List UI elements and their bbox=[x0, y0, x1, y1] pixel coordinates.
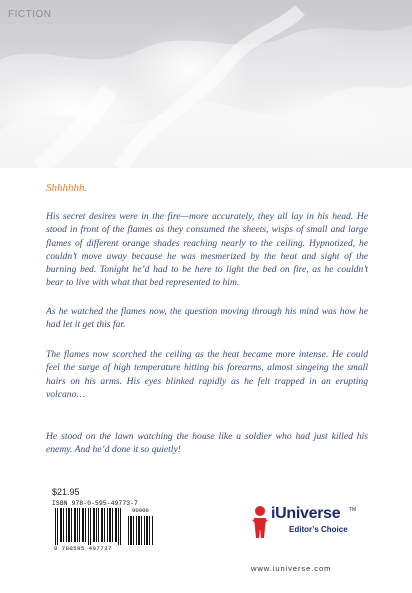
blurb-paragraph-1: His secret desires were in the fire—more accurately, they all lay in his head. He stood in front of the flames as they consumed the sheets, wisps of small and large flames of different orange shades reaching nearly to the ceiling. Hypnotized, he couldn’t move away because he was mesmerized by the heat and sight of the burning bed. Tonight he’d had to be here to light the bed on fire, as he couldn’t bear to live with what that bed represented to him. bbox=[46, 211, 368, 289]
blurb-paragraph-4: He stood on the lawn watching the house like a soldier who had just killed his enemy. And he’d done it so quietly! bbox=[46, 431, 368, 456]
cover-photo-band bbox=[0, 0, 412, 168]
publisher-logo bbox=[250, 505, 370, 565]
publisher-website: www.iuniverse.com bbox=[251, 564, 332, 573]
white-fabric-image bbox=[0, 0, 412, 168]
genre-label: FICTION bbox=[8, 9, 52, 20]
blurb-paragraph-3: The flames now scorched the ceiling as the heat became more intense. He could feel the surge of high temperature hitting his forearms, almost singeing the small hairs on his arms. His eyes blinked rapidly as he felt trapped in an erupting volcano… bbox=[46, 349, 368, 400]
barcode-digits: 9 780595 497737 bbox=[54, 545, 112, 552]
blurb-paragraph-2: As he watched the flames now, the question moving through his mind was how he had let it get this far. bbox=[46, 306, 368, 331]
isbn-text: ISBN 978-0-595-49773-7 bbox=[52, 500, 139, 507]
opening-line: Shhhhhh. bbox=[46, 182, 88, 194]
publisher-name: iUniverse bbox=[271, 505, 341, 522]
price-label: $21.95 bbox=[52, 487, 80, 497]
barcode-supplement-digits: 90000 bbox=[132, 507, 149, 514]
barcode bbox=[52, 508, 156, 546]
publisher-tagline: Editor’s Choice bbox=[289, 525, 348, 534]
trademark-mark: TM bbox=[349, 507, 357, 513]
iuniverse-figure-icon bbox=[250, 505, 270, 543]
isbn-barcode bbox=[52, 500, 156, 550]
